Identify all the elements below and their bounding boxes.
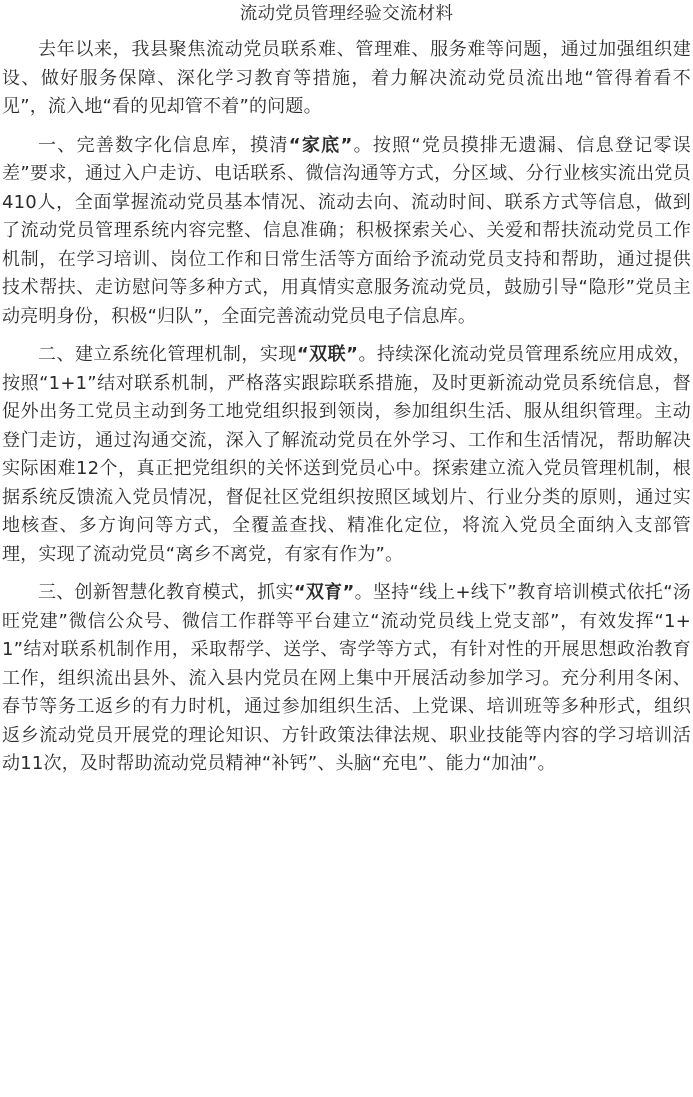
section-3-highlight: “双育” [293, 582, 355, 603]
section-3-body: 。坚持“线上+线下”教育培训模式依托“汤旺党建”微信公众号、微信工作群等平台建立“流动党员线上党支部”，有效发挥“1+1”结对联系机制作用，采取帮学、送学、寄学等方式，有针对性的开展思想政治教育工作，组织流出县外、流入县内党员在网上集中开展活动参加学习。充分利用冬闲、春节等务工返乡的有力时机，通过参加组织生活、上党课、培训班等多种形式，组织返乡流动党员开展党的理论知识、方针政策法律法规、职业技能等内容的学习培训活动11次，及时帮助流动党员精神“补钙”、头脑“充电”、能力“加油”。 [2, 582, 691, 774]
section-3-lead: 三、创新智慧化教育模式，抓实 [38, 582, 294, 603]
intro-paragraph: 去年以来，我县聚焦流动党员联系难、管理难、服务难等问题，通过加强组织建设、做好服务保障、深化学习教育等措施，着力解决流动党员流出地“管得着看不见”，流入地“看的见却管不着”的问题。 [2, 39, 691, 117]
section-1-paragraph [2, 132, 691, 332]
section-2-lead: 二、建立系统化管理机制，实现 [38, 344, 297, 365]
section-2-highlight: “双联” [296, 344, 359, 365]
section-1-lead: 一、完善数字化信息库，摸清 [38, 134, 289, 156]
section-1-body: 。按照“党员摸排无遗漏、信息登记零误差”要求，通过入户走访、电话联系、微信沟通等方式，分区域、分行业核实流出党员410人，全面掌握流动党员基本情况、流动去向、流动时间、联系方式等信息，做到了流动党员管理系统内容完整、信息准确；积极探索关心、关爱和帮扶流动党员工作机制，在学习培训、岗位工作和日常生活等方面给予流动党员支持和帮助，通过提供技术帮扶、走访慰问等多种方式，用真情实意服务流动党员，鼓励引导“隐形”党员主动亮明身份，积极“归队”，全面完善流动党员电子信息库。 [2, 134, 691, 327]
section-2-body: 。持续深化流动党员管理系统应用成效，按照“1+1”结对联系机制，严格落实跟踪联系措施，及时更新流动党员系统信息，督促外出务工党员主动到务工地党组织报到领岗，参加组织生活、服从组织管理。主动登门走访，通过沟通交流，深入了解流动党员在外学习、工作和生活情况，帮助解决实际困难12个，真正把党组织的关怀送到党员心中。探索建立流入党员管理机制，根据系统反馈流入党员情况，督促社区党组织按照区域划片、行业分类的原则，通过实地核查、多方询问等方式，全覆盖查找、精准化定位，将流入党员全面纳入支部管理，实现了流动党员“离乡不离党，有家有作为”。 [2, 344, 691, 565]
section-3-paragraph [2, 579, 691, 779]
section-1-highlight: “家底” [288, 134, 353, 156]
document-title: 流动党员管理经验交流材料 [239, 4, 454, 24]
section-2-paragraph [2, 341, 691, 569]
